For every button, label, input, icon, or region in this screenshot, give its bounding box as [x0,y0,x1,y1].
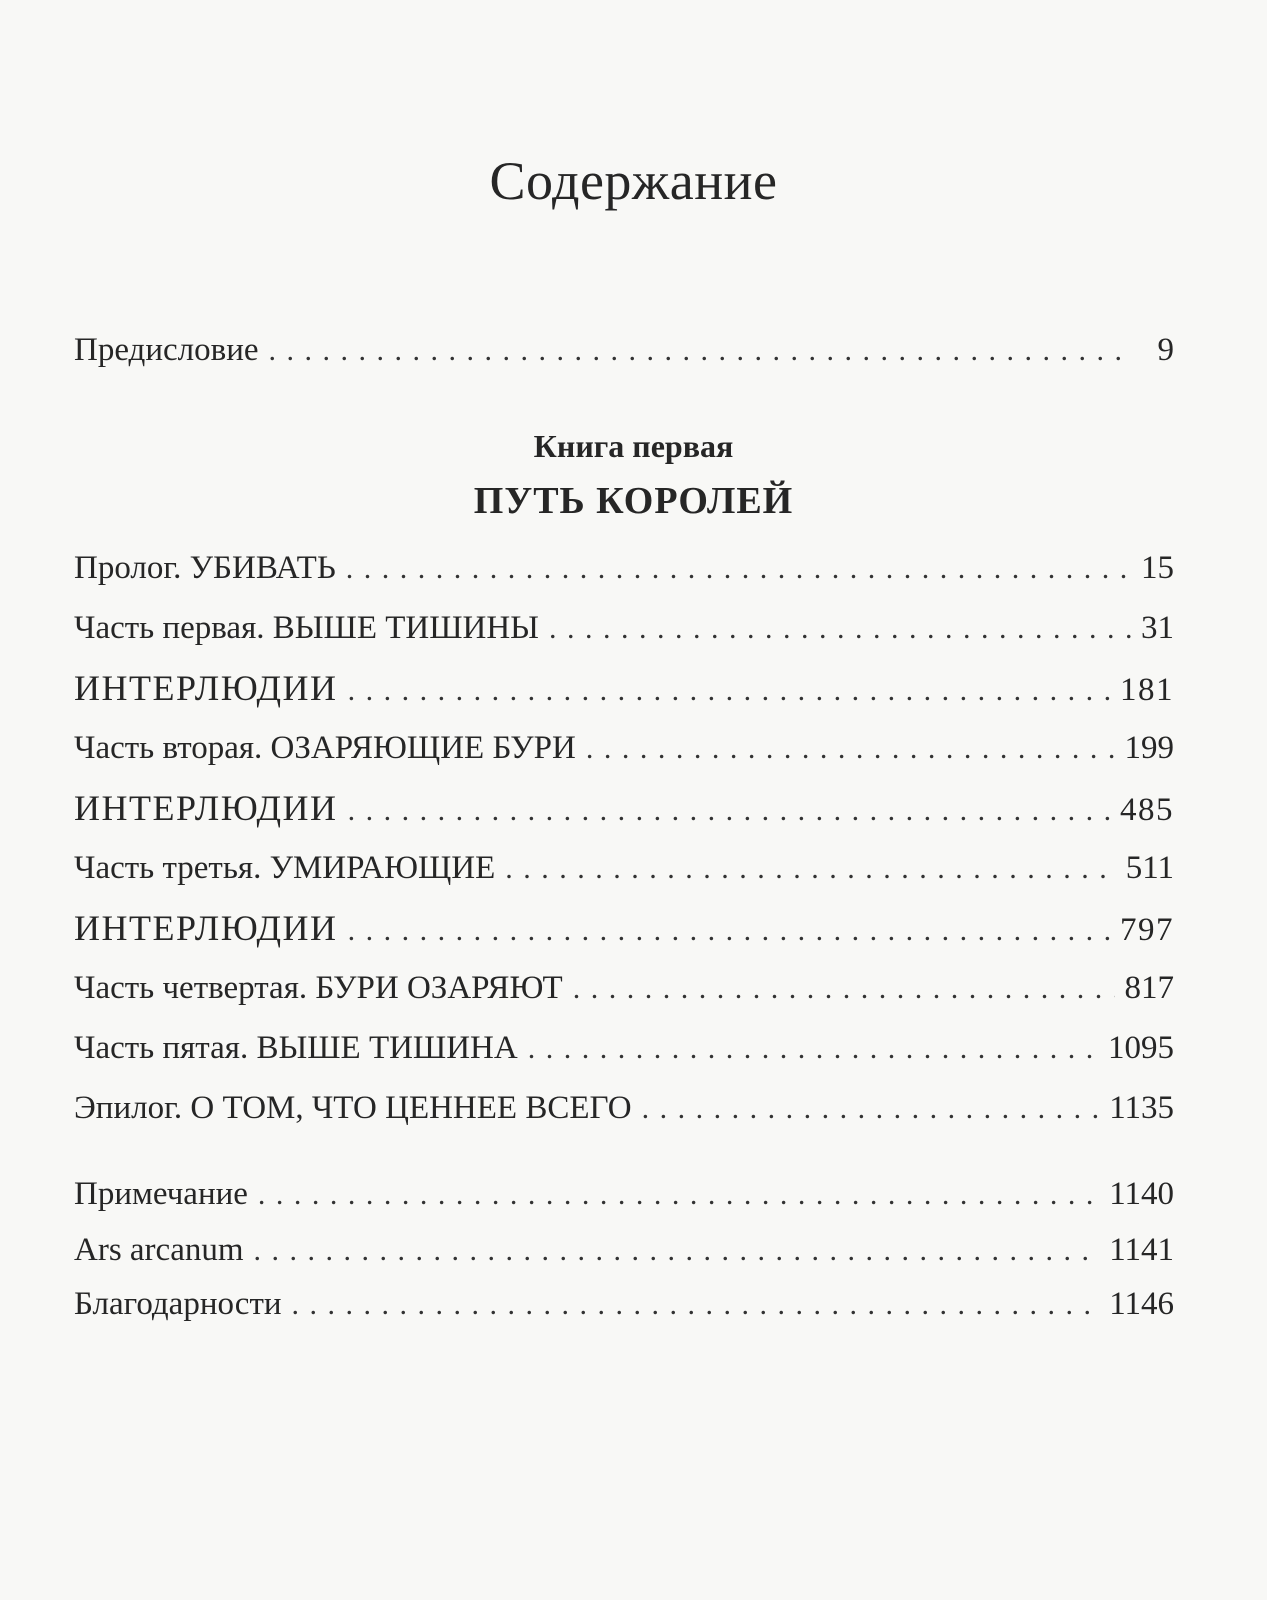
toc-page-number: 31 [1141,610,1174,646]
toc-entry-label: Пролог. УБИВАТЬ [74,550,336,586]
dot-leader [549,607,1131,651]
toc-page-number: 797 [1120,912,1174,948]
toc-page-number: 1146 [1109,1286,1174,1322]
toc-entry-label: ИНТЕРЛЮДИИ [74,908,338,948]
toc-entry-appendix [74,1282,1174,1327]
toc-entry [74,726,1174,771]
toc-entry-appendix [74,1172,1174,1217]
toc-page-number: 15 [1141,550,1174,586]
toc-entry-label: Благодарности [74,1286,282,1322]
toc-entry-label: Предисловие [74,332,259,368]
toc-entry-label: Ars arcanum [74,1232,244,1268]
toc-entry [74,606,1174,651]
toc-entry [74,906,1174,953]
toc-entry [74,1026,1174,1071]
page-title: Содержание [489,151,778,211]
toc-entry-appendix [74,1228,1174,1273]
toc-page-number: 1095 [1108,1030,1174,1066]
dot-leader [292,1283,1100,1327]
dot-leader [505,847,1115,891]
dot-leader [269,329,1135,373]
toc-entry-label: Часть третья. УМИРАЮЩИЕ [74,850,496,886]
dot-leader [348,669,1110,713]
dot-leader [254,1229,1100,1273]
dot-leader [348,909,1110,953]
dot-leader [586,727,1115,771]
toc-entry-preface [74,328,1174,373]
toc-page-number: 199 [1124,730,1174,766]
toc-entry [74,786,1174,833]
toc-entry [74,546,1174,591]
toc-page-number: 1135 [1109,1090,1174,1126]
toc-entry-label: Часть пятая. ВЫШЕ ТИШИНА [74,1030,518,1066]
toc-entry [74,846,1174,891]
toc-entry-label: ИНТЕРЛЮДИИ [74,668,338,708]
toc-page-number: 9 [1157,332,1174,368]
book-label: Книга первая [533,428,734,464]
dot-leader [528,1027,1098,1071]
toc-entry [74,1086,1174,1131]
toc-entry-label: Часть вторая. ОЗАРЯЮЩИЕ БУРИ [74,730,576,766]
toc-entry [74,666,1174,713]
toc-page-number: 1141 [1109,1232,1174,1268]
dot-leader [573,967,1115,1011]
toc-entry-label: Примечание [74,1176,248,1212]
dot-leader [258,1173,1099,1217]
dot-leader [642,1087,1100,1131]
toc-page-number: 817 [1124,970,1174,1006]
toc-entry [74,966,1174,1011]
toc-page-number: 511 [1125,850,1174,886]
toc-entry-label: Эпилог. О ТОМ, ЧТО ЦЕННЕЕ ВСЕГО [74,1090,632,1126]
toc-page-number: 1140 [1109,1176,1174,1212]
toc-page-number: 485 [1120,792,1174,828]
dot-leader [346,547,1131,591]
toc-entry-label: Часть первая. ВЫШЕ ТИШИНЫ [74,610,539,646]
toc-entry-label: ИНТЕРЛЮДИИ [74,788,338,828]
toc-page-number: 181 [1120,672,1174,708]
toc-entry-label: Часть четвертая. БУРИ ОЗАРЯЮТ [74,970,563,1006]
dot-leader [348,789,1110,833]
book-title: ПУТЬ КОРОЛЕЙ [473,480,794,522]
